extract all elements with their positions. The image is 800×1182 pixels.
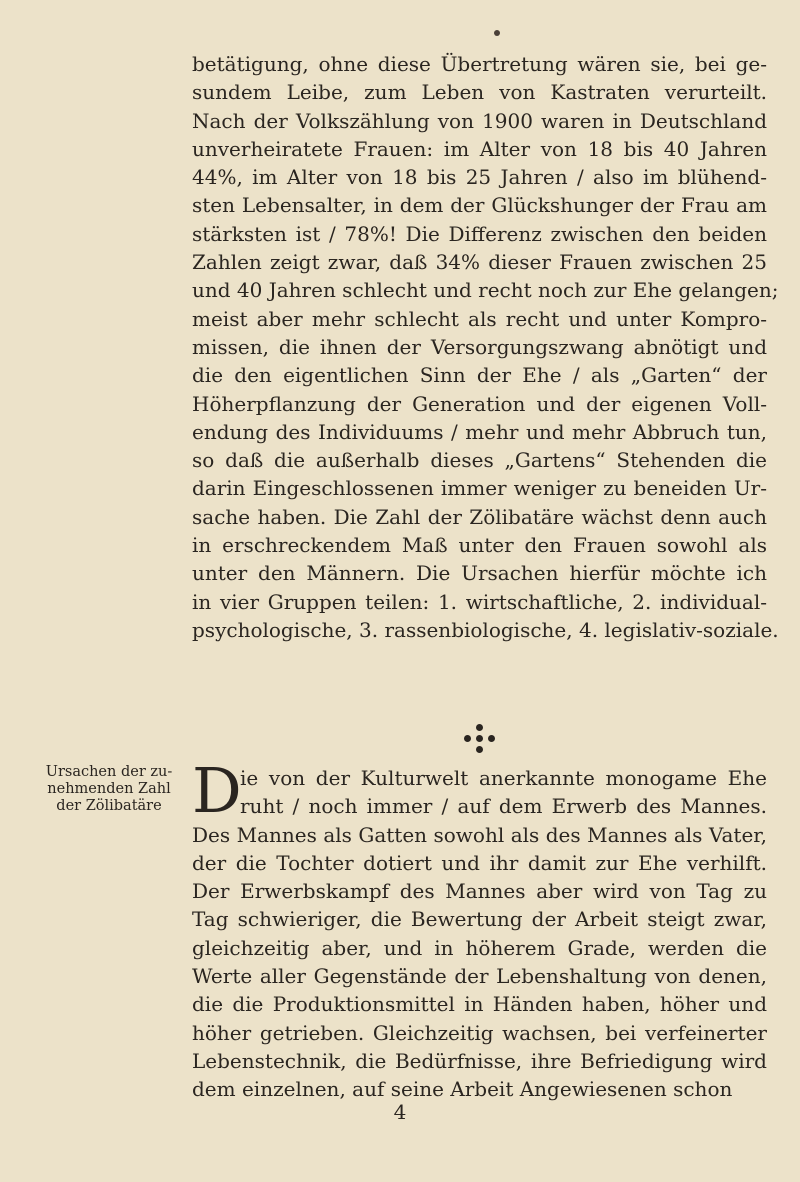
text-line: in erschreckendem Maß unter den Frauen sowohl als — [192, 533, 767, 558]
paragraph-2 — [192, 754, 767, 1104]
text-line: Des Mannes als Gatten sowohl als des Mannes als Vater, — [192, 822, 767, 847]
paragraph-1 — [192, 50, 779, 644]
ink-speck — [494, 30, 500, 36]
text-line: missen, die ihnen der Versorgungszwang abnötigt und — [192, 334, 767, 359]
text-line: dem einzelnen, auf seine Arbeit Angewiesenen schon — [192, 1077, 733, 1102]
drop-cap: D — [192, 754, 242, 827]
text-line: unter den Männern. Die Ursachen hierfür möchte ich — [192, 561, 767, 586]
text-line: und 40 Jahren schlecht und recht noch zur Ehe gelangen; — [192, 278, 779, 303]
text-line: gleichzeitig aber, und in höherem Grade, werden die — [192, 935, 767, 960]
text-line: meist aber mehr schlecht als recht und unter Kompro- — [192, 306, 767, 331]
text-line: stärksten ist / 78%! Die Differenz zwischen den beiden — [192, 221, 767, 246]
text-line: Der Erwerbskampf des Mannes aber wird von Tag zu — [192, 879, 767, 904]
text-line: so daß die außerhalb dieses „Gartens“ Stehenden die — [192, 448, 767, 473]
text-line: unverheiratete Frauen: im Alter von 18 bis 40 Jahren — [192, 136, 767, 161]
text-line: sundem Leibe, zum Leben von Kastraten verurteilt. — [192, 80, 767, 105]
text-line: sten Lebensalter, in dem der Glückshunger der Frau am — [192, 193, 767, 218]
text-line: darin Eingeschlossenen immer weniger zu beneiden Ur- — [192, 476, 767, 501]
text-line: betätigung, ohne diese Übertretung wären sie, bei ge- — [192, 52, 767, 76]
page-number: 4 — [393, 1100, 407, 1124]
text-line: höher getrieben. Gleichzeitig wachsen, bei verfeinerter — [192, 1020, 767, 1045]
text-line: 44%, im Alter von 18 bis 25 Jahren / also im blühend- — [192, 165, 767, 190]
marginal-note-line: Ursachen der zu- — [45, 764, 173, 780]
text-line: die den eigentlichen Sinn der Ehe / als „Garten“ der — [192, 363, 767, 388]
text-line: psychologische, 3. rassenbiologische, 4. legislativ-soziale. — [192, 617, 779, 642]
text-line: Tag schwieriger, die Bewertung der Arbeit steigt zwar, — [192, 907, 767, 932]
text-line: der die Tochter dotiert und ihr damit zur Ehe verhilft. — [192, 850, 767, 875]
text-line: endung des Individuums / mehr und mehr Abbruch tun, — [192, 419, 767, 444]
text-line: die die Produktionsmittel in Händen haben, höher und — [192, 992, 767, 1017]
text-line: Zahlen zeigt zwar, daß 34% dieser Frauen zwischen 25 — [192, 250, 767, 275]
text-line: sache haben. Die Zahl der Zölibatäre wächst denn auch — [192, 504, 767, 529]
text-line: Lebenstechnik, die Bedürfnisse, ihre Befriedigung wird — [192, 1048, 767, 1073]
marginal-note — [34, 764, 184, 815]
section-ornament-icon — [460, 724, 500, 756]
text-line: ruht / noch immer / auf dem Erwerb des Mannes. — [240, 794, 767, 819]
text-line: Werte aller Gegenstände der Lebenshaltung von denen, — [192, 964, 767, 989]
text-line: ie von der Kulturwelt anerkannte monogame Ehe — [240, 766, 767, 790]
marginal-note-line: nehmenden Zahl — [47, 781, 171, 797]
text-line: Höherpflanzung der Generation und der eigenen Voll- — [192, 391, 767, 416]
text-line: Nach der Volkszählung von 1900 waren in Deutschland — [192, 108, 767, 133]
text-line: in vier Gruppen teilen: 1. wirtschaftliche, 2. individual- — [192, 589, 767, 614]
marginal-note-line: der Zölibatäre — [56, 798, 162, 814]
